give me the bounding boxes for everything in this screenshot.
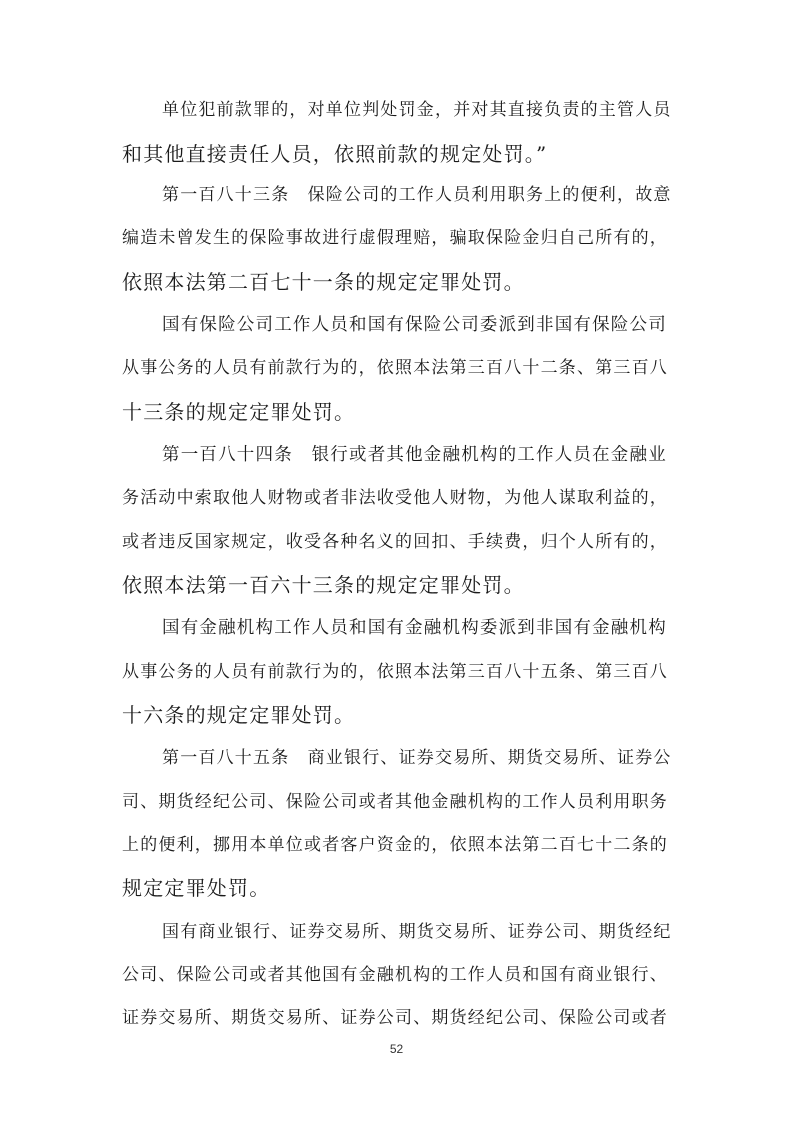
article-183-heading-line: 第一百八十三条 保险公司的工作人员利用职务上的便利，故意 bbox=[162, 185, 672, 205]
text-line: 务活动中索取他人财物或者非法收受他人财物，为他人谋取利益的， bbox=[122, 488, 668, 508]
text-line: 或者违反国家规定，收受各种名义的回扣、手续费，归个人所有的， bbox=[122, 532, 668, 552]
text-line: 司、期货经纪公司、保险公司或者其他金融机构的工作人员利用职务 bbox=[122, 792, 668, 812]
article-185-heading-line: 第一百八十五条 商业银行、证券交易所、期货交易所、证券公 bbox=[162, 748, 672, 768]
text-line: 编造未曾发生的保险事故进行虚假理赔，骗取保险金归自己所有的， bbox=[122, 228, 668, 248]
text-line: 单位犯前款罪的，对单位判处罚金，并对其直接负责的主管人员 bbox=[162, 100, 672, 120]
text-line: 十三条的规定定罪处罚。 bbox=[122, 400, 356, 424]
text-line: 国有保险公司工作人员和国有保险公司委派到非国有保险公司 bbox=[162, 315, 667, 335]
text-line: 证券交易所、期货交易所、证券公司、期货经纪公司、保险公司或者 bbox=[122, 1008, 668, 1028]
text-line: 依照本法第二百七十一条的规定定罪处罚。 bbox=[122, 270, 525, 294]
text-line: 十六条的规定定罪处罚。 bbox=[122, 703, 356, 727]
text-line: 和其他直接责任人员，依照前款的规定处罚。” bbox=[122, 142, 548, 166]
text-line: 从事公务的人员有前款行为的，依照本法第三百八十二条、第三百八 bbox=[122, 358, 668, 378]
text-line: 上的便利，挪用本单位或者客户资金的，依照本法第二百七十二条的 bbox=[122, 835, 668, 855]
text-line: 国有金融机构工作人员和国有金融机构委派到非国有金融机构 bbox=[162, 618, 667, 638]
text-line: 依照本法第一百六十三条的规定定罪处罚。 bbox=[122, 573, 525, 597]
text-line: 规定定罪处罚。 bbox=[122, 876, 271, 900]
article-184-heading-line: 第一百八十四条 银行或者其他金融机构的工作人员在金融业 bbox=[162, 445, 667, 465]
page-number: 52 bbox=[389, 1042, 404, 1056]
text-line: 国有商业银行、证券交易所、期货交易所、证券公司、期货经纪 bbox=[162, 922, 672, 942]
text-line: 公司、保险公司或者其他国有金融机构的工作人员和国有商业银行、 bbox=[122, 965, 668, 985]
text-line: 从事公务的人员有前款行为的，依照本法第三百八十五条、第三百八 bbox=[122, 662, 668, 682]
